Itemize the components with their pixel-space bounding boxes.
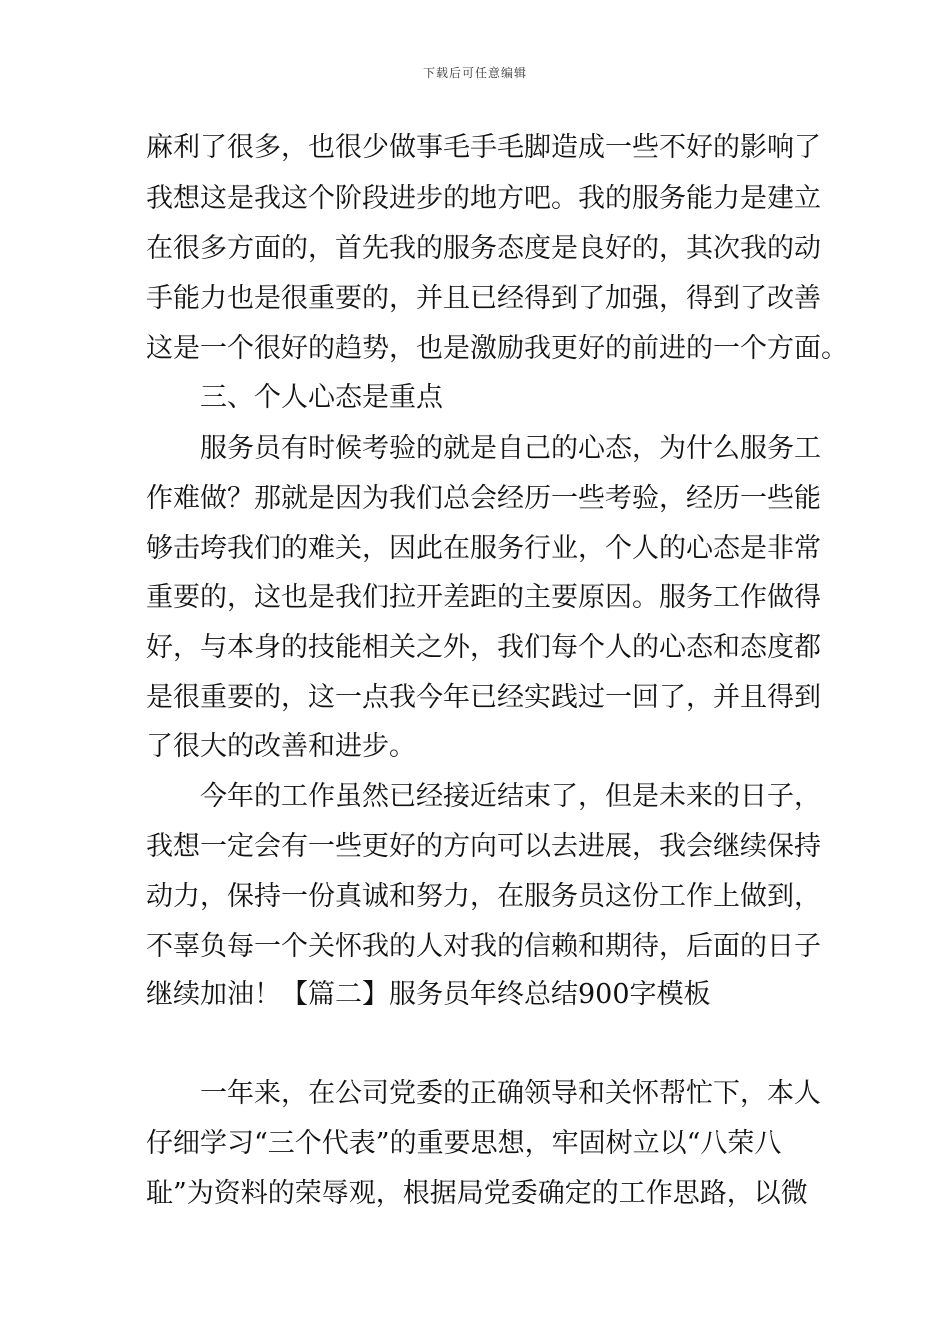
- text-line: 继续加油！【篇二】服务员年终总结900字模板: [146, 979, 711, 1010]
- text-line: 不辜负每一个关怀我的人对我的信赖和期待，后面的日子: [146, 931, 821, 962]
- text-line: 一年来，在公司党委的正确领导和关怀帮忙下，本人: [200, 1078, 821, 1109]
- text-line: 作难做？那就是因为我们总会经历一些考验，经历一些能: [146, 483, 821, 514]
- text-line: 服务员有时候考验的就是自己的心态，为什么服务工: [200, 433, 821, 464]
- text-line: 我想这是我这个阶段进步的地方吧。我的服务能力是建立: [146, 183, 821, 214]
- text-line: 麻利了很多，也很少做事毛手毛脚造成一些不好的影响了: [146, 132, 821, 163]
- text-line: 手能力也是很重要的，并且已经得到了加强，得到了改善: [146, 283, 821, 314]
- text-line: 了很大的改善和进步。: [146, 731, 416, 762]
- text-line: 重要的，这也是我们拉开差距的主要原因。服务工作做得: [146, 582, 821, 613]
- text-line: 是很重要的，这一点我今年已经实践过一回了，并且得到: [146, 682, 821, 713]
- text-line: 在很多方面的，首先我的服务态度是良好的，其次我的动: [146, 233, 821, 264]
- text-line: 耻”为资料的荣辱观，根据局党委确定的工作思路，以微: [146, 1178, 808, 1209]
- text-line: 动力，保持一份真诚和努力，在服务员这份工作上做到，: [146, 881, 821, 912]
- text-line: 这是一个很好的趋势，也是激励我更好的前进的一个方面。: [146, 333, 848, 364]
- text-line: 好，与本身的技能相关之外，我们每个人的心态和态度都: [146, 632, 821, 663]
- text-line: 今年的工作虽然已经接近结束了，但是未来的日子，: [200, 781, 821, 812]
- section-heading: 三、个人心态是重点: [200, 382, 443, 413]
- text-line: 我想一定会有一些更好的方向可以去进展，我会继续保持: [146, 831, 821, 862]
- text-line: 仔细学习“三个代表”的重要思想，牢固树立以“八荣八: [146, 1128, 782, 1159]
- page-header: 下载后可任意编辑: [422, 66, 527, 80]
- text-line: 够击垮我们的难关，因此在服务行业，个人的心态是非常: [146, 533, 821, 564]
